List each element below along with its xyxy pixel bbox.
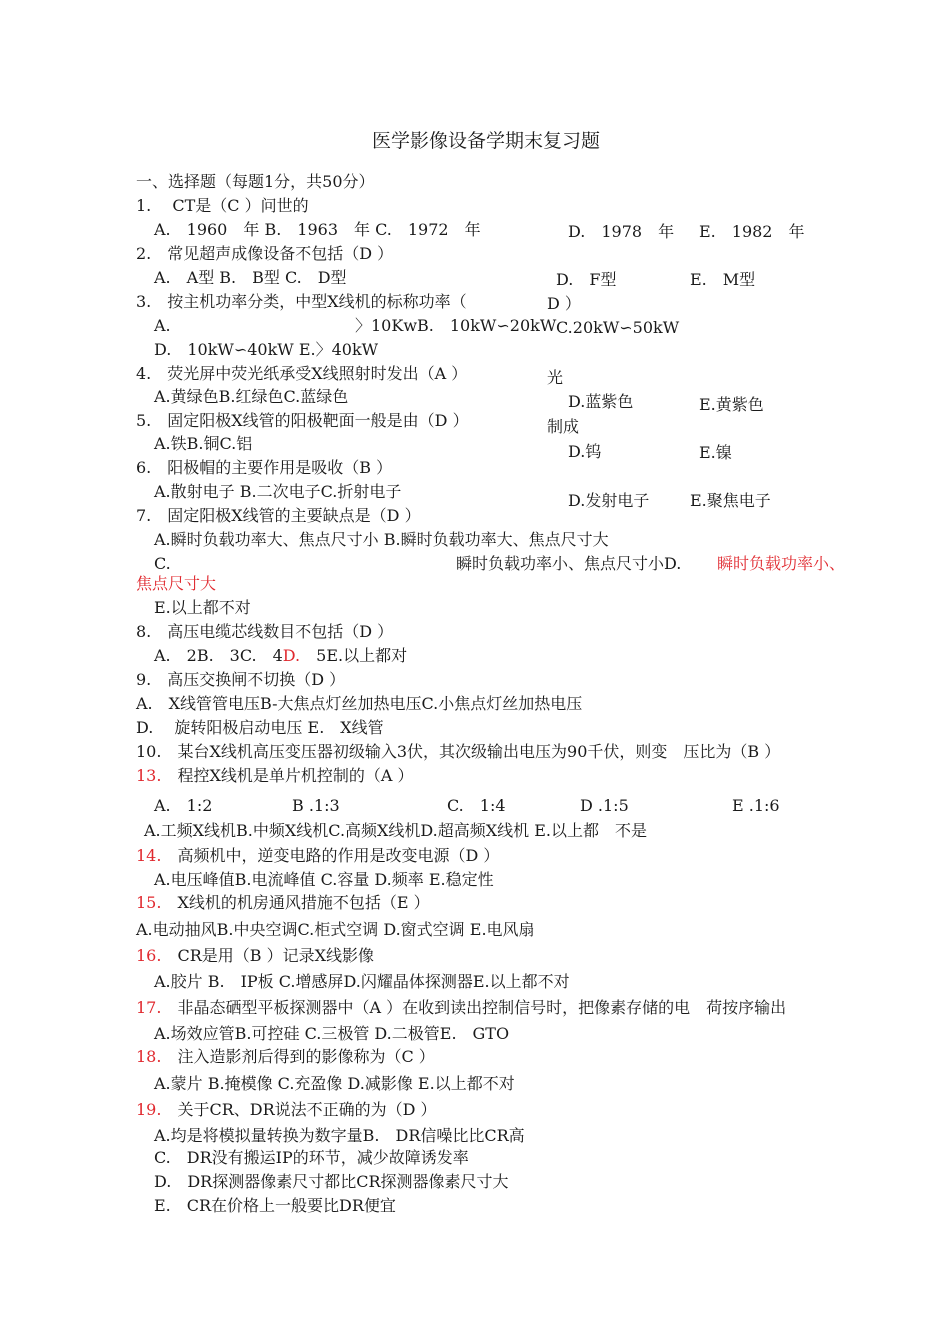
q16-text: CR是用（B ）记录X线影像 xyxy=(161,946,374,965)
q19-option-d: D. DR探测器像素尺寸都比CR探测器像素尺寸大 xyxy=(154,1172,509,1191)
q13-option-d: D .1:5 xyxy=(580,796,629,815)
q8-options-de: 5E.以上都对 xyxy=(300,646,408,665)
question-6: 6. 阳极帽的主要作用是吸收（B ） xyxy=(136,458,393,477)
q13-text: 程控X线机是单片机控制的（A ） xyxy=(161,766,414,785)
q4-option-d: D.蓝紫色 xyxy=(568,392,634,411)
section-heading: 一、选择题（每题1分，共50分） xyxy=(136,172,375,191)
q16-number: 16. xyxy=(136,946,162,965)
question-15 xyxy=(136,893,430,913)
q5-options-abc: A.铁B.铜C.铝 xyxy=(154,434,253,453)
question-8: 8. 高压电缆芯线数目不包括（D ） xyxy=(136,622,394,641)
question-13 xyxy=(136,766,414,786)
q4-options-abc: A.黄绿色B.红绿色C.蓝绿色 xyxy=(154,387,349,406)
q13-number: 13. xyxy=(136,766,162,785)
q17-options: A.场效应管B.可控硅 C.三极管 D.二极管E. GTO xyxy=(154,1024,510,1043)
q2-option-d: D. F型 xyxy=(556,270,617,289)
question-1: 1. CT是（C ）问世的 xyxy=(136,196,309,215)
q13-option-c: C. 1:4 xyxy=(447,796,506,815)
q14-options: A.电压峰值B.电流峰值 C.容量 D.频率 E.稳定性 xyxy=(154,870,494,889)
q17-text: 非晶态硒型平板探测器中（A ）在收到读出控制信号时，把像素存储的电 荷按序输出 xyxy=(161,998,787,1017)
q18-number: 18. xyxy=(136,1047,162,1066)
q2-options-abc: A. A型 B. B型 C. D型 xyxy=(154,268,347,287)
q7-option-d-highlight: 瞬时负载功率小、 xyxy=(717,554,846,573)
q3-answer-tail: D ） xyxy=(547,294,581,313)
q15-options: A.电动抽风B.中央空调C.柜式空调 D.窗式空调 E.电风扇 xyxy=(136,920,535,939)
q14-text: 高频机中，逆变电路的作用是改变电源（D ） xyxy=(161,846,500,865)
q15-number: 15. xyxy=(136,893,162,912)
question-4: 4. 荧光屏中荧光纸承受X线照射时发出（A ） xyxy=(136,364,468,383)
q7-option-e: E.以上都不对 xyxy=(154,598,251,617)
q19-option-e: E. CR在价格上一般要比DR便宜 xyxy=(154,1196,396,1215)
q2-option-e: E. M型 xyxy=(690,270,756,289)
q8-options-abc: A. 2B. 3C. 4 xyxy=(154,646,283,665)
q3-options-de: D. 10kW∽40kW E.〉40kW xyxy=(154,340,379,359)
q18-options: A.蒙片 B.掩模像 C.充盈像 D.减影像 E.以上都不对 xyxy=(154,1074,515,1093)
question-16 xyxy=(136,946,374,966)
q8-options xyxy=(154,646,407,666)
question-17 xyxy=(136,998,786,1018)
q19-text: 关于CR、DR说法不正确的为（D ） xyxy=(161,1100,437,1119)
q7-option-c-label: C. xyxy=(154,554,171,573)
question-5: 5. 固定阳极X线管的阳极靶面一般是由（D ） xyxy=(136,411,469,430)
q17-number: 17. xyxy=(136,998,162,1017)
q13-machine-options: A.工频X线机B.中频X线机C.高频X线机D.超高频X线机 E.以上都 不是 xyxy=(144,821,648,840)
question-3: 3. 按主机功率分类，中型X线机的标称功率（ xyxy=(136,292,467,311)
q16-options: A.胶片 B. IP板 C.增感屏D.闪耀晶体探测器E.以上都不对 xyxy=(154,972,570,991)
q13-option-e: E .1:6 xyxy=(732,796,780,815)
q6-option-e: E.聚焦电子 xyxy=(690,491,771,510)
q9-options-de: D. 旋转阳极启动电压 E. X线管 xyxy=(136,718,384,737)
q9-options-abc: A. X线管管电压B-大焦点灯丝加热电压C.小焦点灯丝加热电压 xyxy=(136,694,583,713)
question-10: 10. 某台X线机高压变压器初级输入3伏，其次级输出电压为90千伏，则变 压比为（B ） xyxy=(136,742,781,761)
q7-option-c-text: 瞬时负载功率小、焦点尺寸小D. xyxy=(456,554,682,573)
q3-options-ab: 〉10KwB. 10kW∽20kW xyxy=(355,316,557,335)
q5-option-d: D.钨 xyxy=(568,442,602,461)
q19-number: 19. xyxy=(136,1100,162,1119)
q7-options-ab: A.瞬时负载功率大、焦点尺寸小 B.瞬时负载功率大、焦点尺寸大 xyxy=(154,530,609,549)
q7-option-d-highlight-cont: 焦点尺寸大 xyxy=(136,574,217,593)
q5-option-e: E.镍 xyxy=(699,443,732,462)
q19-option-ab: A.均是将模拟量转换为数字量B. DR信噪比比CR高 xyxy=(154,1126,525,1145)
question-9: 9. 高压交换闸不切换（D ） xyxy=(136,670,346,689)
q1-option-d: D. 1978 年 xyxy=(568,222,675,241)
q19-option-c: C. DR没有搬运IP的环节，减少故障诱发率 xyxy=(154,1148,469,1167)
q13-option-a: A. 1:2 xyxy=(154,796,213,815)
question-18 xyxy=(136,1047,435,1067)
question-14 xyxy=(136,846,499,866)
q4-tail: 光 xyxy=(547,368,564,387)
q3-option-c: C.20kW∽50kW xyxy=(556,318,680,337)
q8-option-d-highlight: D. xyxy=(282,646,301,665)
question-2: 2. 常见超声成像设备不包括（D ） xyxy=(136,244,394,263)
question-7: 7. 固定阳极X线管的主要缺点是（D ） xyxy=(136,506,421,525)
q1-option-e: E. 1982 年 xyxy=(699,222,805,241)
q14-number: 14. xyxy=(136,846,162,865)
q3-option-a: A. xyxy=(154,316,171,335)
q6-option-d: D.发射电子 xyxy=(568,491,650,510)
q1-options-abc: A. 1960 年 B. 1963 年 C. 1972 年 xyxy=(154,220,481,239)
q15-text: X线机的机房通风措施不包括（E ） xyxy=(161,893,430,912)
q13-option-b: B .1:3 xyxy=(292,796,340,815)
q4-option-e: E.黄紫色 xyxy=(699,395,764,414)
question-19 xyxy=(136,1100,437,1120)
q6-options-abc: A.散射电子 B.二次电子C.折射电子 xyxy=(154,482,402,501)
q5-tail: 制成 xyxy=(547,417,580,436)
page-title: 医学影像设备学期末复习题 xyxy=(372,130,601,152)
q18-text: 注入造影剂后得到的影像称为（C ） xyxy=(161,1047,435,1066)
